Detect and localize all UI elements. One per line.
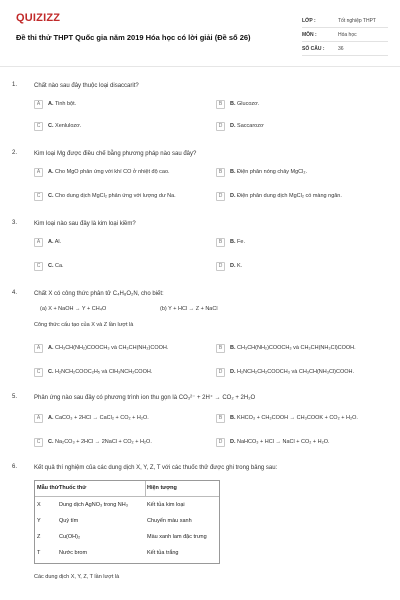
option-letter-box: B [216,100,225,109]
question-subtext: Các dung dịch X, Y, Z, T lần lượt là [34,574,120,580]
table-cell: Cu(OH)₂ [59,534,81,540]
header-divider [0,66,400,67]
option-letter-box: A [34,238,43,247]
option-label: D. [230,439,236,445]
table-row [35,546,219,562]
option-label: A. [48,415,54,421]
table-column-divider [145,481,146,497]
table-cell: Nước brom [59,550,88,556]
option-text: Glucozơ. [237,101,260,107]
option-text: CH₃CH(NH₂)COOCH₃ và CH₃CH(NH₃Cl)COOH. [237,345,356,351]
option-letter-box: D [216,122,225,131]
question-text: Kim loại nào sau đây là kim loại kiềm? [34,221,136,227]
reaction-b: (b) Y + HCl → Z + NaCl [160,306,218,312]
option-label: C. [48,123,54,129]
table-cell: Kết tủa trắng [147,550,179,556]
option-letter-box: D [216,192,225,201]
meta-key: LỚP : [302,17,316,24]
worksheet-header [0,0,400,62]
option-letter-box: A [34,100,43,109]
option-text: H₂NCH₂COOC₂H₅ và ClH₃NCH₂COOH. [55,369,153,375]
option-text: Điện phân dung dịch MgCl₂ có màng ngăn. [237,193,342,199]
reaction-a: (a) X + NaOH → Y + CH₄O [40,306,107,312]
option-text: Na₂CO₃ + 2HCl → 2NaCl + CO₂ + H₂O. [55,439,152,445]
option-text: Al. [54,239,62,245]
table-header: Mẫu thử [37,485,59,491]
option-a[interactable] [34,166,170,178]
option-a[interactable] [34,342,168,354]
option-text: Saccarozơ [237,123,264,129]
option-label: B. [230,101,236,107]
option-label: C. [48,369,54,375]
option-text: Điện phân nóng chảy MgCl₂. [237,169,308,175]
option-label: A. [48,345,54,351]
option-c[interactable] [34,260,64,272]
table-row [35,498,219,514]
question-text: Phản ứng nào sau đây có phương trình ion thu gọn là CO₃²⁻ + 2H⁺ → CO₂ + 2H₂O [34,395,256,401]
option-text: Cho MgO phản ứng với khí CO ở nhiệt độ cao. [55,169,170,175]
option-letter-box: C [34,262,43,271]
option-letter-box: B [216,344,225,353]
question-text: Kim loại Mg được điều chế bằng phương pháp nào sau đây? [34,151,197,157]
option-b[interactable] [216,342,356,354]
option-text: Xenlulozơ. [55,123,82,129]
table-cell: T [37,550,41,556]
option-text: Tinh bột. [54,101,77,107]
meta-info [302,14,388,56]
meta-key: SỐ CÂU : [302,45,325,52]
option-label: C. [48,439,54,445]
option-c[interactable] [34,366,152,378]
table-cell: Quỳ tím [59,518,79,524]
option-label: A. [48,101,54,107]
question-number: 5. [12,394,18,400]
table-cell: Kết tủa kim loại [147,502,185,508]
table-cell: Chuyển màu xanh [147,518,192,524]
option-label: A. [48,239,54,245]
question-number: 3. [12,220,18,226]
option-label: B. [230,345,236,351]
page-title: Đề thi thử THPT Quốc gia năm 2019 Hóa học có lời giải (Đề số 26) [16,33,251,42]
table-cell: Dung dịch AgNO₃ trong NH₃ [59,502,128,508]
option-letter-box: C [34,122,43,131]
option-text: NaHCO₃ + HCl → NaCl + CO₂ + H₂O. [237,439,330,445]
option-b[interactable] [216,166,307,178]
option-a[interactable] [34,98,76,110]
option-text: Fe. [237,239,245,245]
option-d[interactable] [216,190,342,202]
meta-row-class [302,14,388,28]
option-a[interactable] [34,412,149,424]
question-number: 4. [12,290,18,296]
option-letter-box: C [34,192,43,201]
option-letter-box: D [216,368,225,377]
question-text: Chất X có công thức phân tử C₄H₈O₂N, cho biết: [34,291,164,297]
option-label: A. [48,169,54,175]
option-label: B. [230,169,236,175]
meta-row-count [302,42,388,56]
meta-value: Hóa học [338,31,357,38]
question-number: 1. [12,82,18,88]
option-letter-box: A [34,414,43,423]
table-cell: Z [37,534,41,540]
option-label: D. [230,263,236,269]
question-number: 2. [12,150,18,156]
results-table [34,480,220,564]
question-text: Chất nào sau đây thuộc loại disaccarit? [34,83,139,89]
question-subtext: Công thức cấu tạo của X và Z lần lượt là [34,322,134,328]
option-d[interactable] [216,436,330,448]
option-b[interactable] [216,236,245,248]
option-text: Cho dung dịch MgCl₂ phản ứng với lượng dư Na. [55,193,176,199]
option-text: H₂NCH₂CH₂COOCH₃ và CH₃CH(NH₃Cl)COOH. [237,369,355,375]
table-row [35,514,219,530]
option-text: CH₃CH(NH₂)COOCH₃ và CH₃CH(NH₂)COOH. [55,345,169,351]
option-c[interactable] [34,436,152,448]
meta-value: 36 [338,45,344,52]
option-letter-box: B [216,414,225,423]
meta-row-subject [302,28,388,42]
table-header: Hiện tượng [147,485,177,491]
option-b[interactable] [216,98,259,110]
option-text: K. [237,263,243,269]
option-text: KHCO₃ + CH₃COOH → CH₃COOK + CO₂ + H₂O. [237,415,358,421]
meta-key: MÔN : [302,31,317,38]
option-label: D. [230,193,236,199]
option-d[interactable] [216,260,242,272]
question-text: Kết quả thí nghiệm của các dung dịch X, Y, Z, T với các thuốc thử được ghi trong bảng sau: [34,465,278,471]
option-letter-box: A [34,168,43,177]
option-label: C. [48,263,54,269]
table-cell: X [37,502,41,508]
table-row [35,530,219,546]
option-letter-box: D [216,438,225,447]
option-letter-box: D [216,262,225,271]
option-label: B. [230,239,236,245]
option-a[interactable] [34,236,61,248]
option-label: C. [48,193,54,199]
option-letter-box: C [34,438,43,447]
meta-value: Tốt nghiệp THPT [338,17,376,24]
option-label: B. [230,415,236,421]
option-label: D. [230,369,236,375]
option-letter-box: C [34,368,43,377]
table-header-row [35,481,219,497]
option-label: D. [230,123,236,129]
question-number: 6. [12,464,18,470]
table-cell: Màu xanh lam đặc trưng [147,534,207,540]
table-cell: Y [37,518,41,524]
option-b[interactable] [216,412,358,424]
option-letter-box: A [34,344,43,353]
option-c[interactable] [34,120,81,132]
quizizz-logo: QUIZIZZ [16,12,61,24]
option-text: Ca. [55,263,64,269]
table-header: Thuốc thử [59,485,87,491]
option-d[interactable] [216,366,354,378]
option-d[interactable] [216,120,264,132]
option-letter-box: B [216,238,225,247]
option-c[interactable] [34,190,176,202]
option-text: CaCO₃ + 2HCl → CaCl₂ + CO₂ + H₂O. [55,415,149,421]
option-letter-box: B [216,168,225,177]
